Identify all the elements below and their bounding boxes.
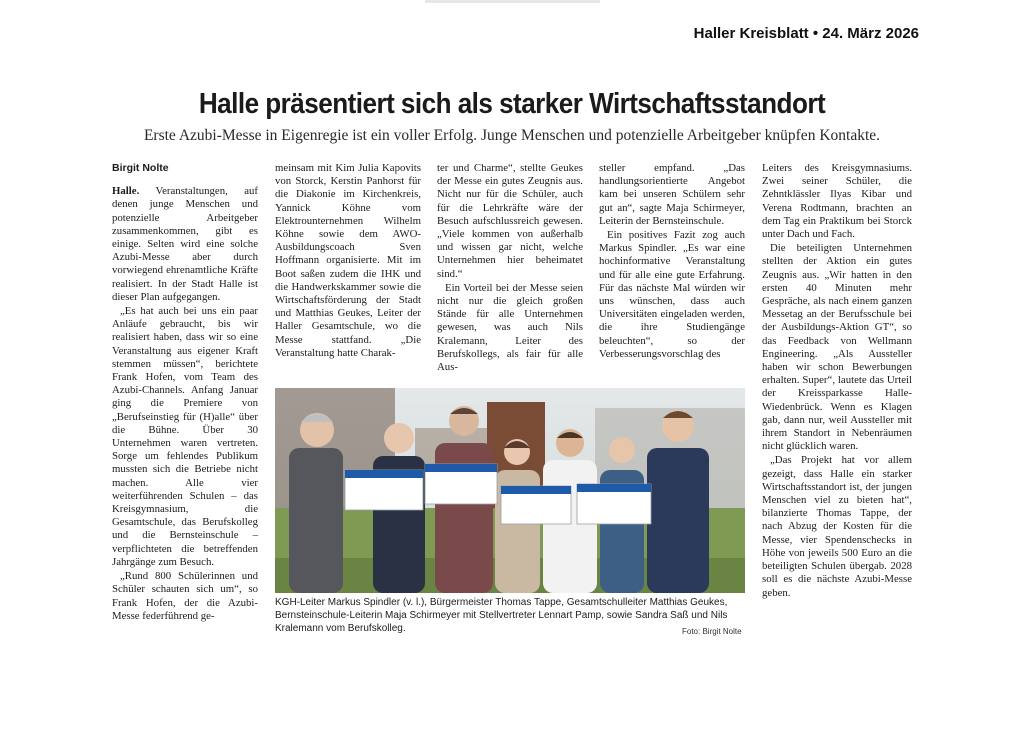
- paragraph-text: Veranstaltungen, auf denen junge Menschen und potenzielle Arbeitgeber zusammenkommen, gibt es einige. Selten wird eine solche Azubi-Messe aber durch vorwiegend ehrenamtliche Kräfte realisiert. In der Stadt Halle ist dieser Plan aufgegangen.: [112, 185, 258, 303]
- article-photo: [275, 388, 745, 593]
- donation-check: [501, 486, 571, 524]
- newspaper-source-line: Haller Kreisblatt • 24. März 2026: [693, 25, 919, 42]
- article-column-4: [599, 162, 745, 362]
- top-divider: [425, 0, 600, 3]
- paragraph: Ein Vorteil bei der Messe seien nicht nur die gleich großen Stände für alle Unternehmen gewesen, was auch Nils Kralemann, Leiter des Berufskollegs, als fair für alle Aus-: [437, 281, 583, 374]
- donation-check: [425, 464, 497, 504]
- article-column-3: [437, 162, 583, 375]
- article-column-5: [762, 162, 912, 601]
- paragraph: ter und Charme“, stellte Geukes der Messe ein gutes Zeugnis aus. Nicht nur für die Schüler, auch für die Lehrkräfte wäre der Besuch aufschlussreich gewesen. „Viele kommen von außerhalb und wissen gar nicht, welche Unternehmen hier beheimatet sind.“: [437, 162, 583, 280]
- article-subheadline: Erste Azubi-Messe in Eigenregie ist ein voller Erfolg. Junge Menschen und potenzielle Arbeitgeber knüpfen Kontakte.: [143, 127, 881, 144]
- paragraph: „Das Projekt hat vor allem gezeigt, dass Halle ein starker Wirtschaftsstandort ist, der jungen Menschen viel zu bieten hat“, bilanzierte Thomas Tappe, der nach Abzug der Kosten für die Messe, vier Spendenschecks in Höhe von jeweils 500 Euro an die beteiligten Schulen übergab. 2028 soll es die nächste Azubi-Messe geben.: [762, 454, 912, 599]
- photo-caption: KGH-Leiter Markus Spindler (v. l.), Bürgermeister Thomas Tappe, Gesamtschulleiter Matthias Geukes, Bernsteinschule-Leiterin Maja Schirmeyer mit Stellvertreter Lennart Pamp, sowie Sandra Saß und Nils Kralemann vom Berufskolleg.: [275, 597, 728, 634]
- paragraph: meinsam mit Kim Julia Kapovits von Storck, Kerstin Panhorst für die Diakonie im Kirchenkreis, Yannick Köhne vom Elektrounternehmen Wilhelm Köhne sowie dem AWO-Ausbildungscoach Sven Hoffmann organisierte. Mit im Boot saßen zudem die IHK und die Handwerkskammer sowie die Wirtschaftsförderung der Stadt und Matthias Geukes, Leiter der Haller Gesamtschule, wo die Messe stattfand. „Die Veranstaltung hatte Charak-: [275, 162, 421, 359]
- photo-credit: Foto: Birgit Nolte: [682, 627, 742, 636]
- dateline: Halle.: [112, 185, 140, 198]
- group-photo-illustration: [275, 388, 745, 593]
- article-headline: Halle präsentiert sich als starker Wirtschaftsstandort: [198, 88, 826, 120]
- paragraph: Ein positives Fazit zog auch Markus Spindler. „Es war eine hochinformative Veranstaltung und für alle eine gute Erfahrung. Für das nächste Mal würden wir uns wünschen, dass auch Universitäten eingeladen werden, die ihre Studiengänge beleuchten“, so der Verbesserungsvorschlag des: [599, 229, 745, 360]
- article-column-2: [275, 162, 421, 361]
- article-column-1: [112, 162, 258, 624]
- author-byline: Birgit Nolte: [112, 162, 169, 174]
- paragraph: [112, 185, 258, 304]
- paragraph: steller empfand. „Das handlungsorientierte Angebot kam bei unseren Schülern sehr gut an“, sagte Maja Schirmeyer, Leiterin der Bernsteinschule.: [599, 162, 745, 227]
- paragraph: „Rund 800 Schülerinnen und Schüler schauten sich um“, so Frank Hofen, der die Azubi-Messe federführend ge-: [112, 570, 258, 622]
- paragraph: „Es hat auch bei uns ein paar Anläufe gebraucht, bis wir realisiert haben, dass wir so eine Veranstaltung aus eigener Kraft stemmen müssen“, berichtete Frank Hofen, vom Team des Azubi-Channels. Anfang Januar ging die Premiere von „Berufseinstieg für (H)alle“ über die Bühne. Über 30 Unternehmen waren vertreten. Sorge um fehlendes Publikum mussten sich die Betriebe nicht machen. Alle vier weiterführenden Schulen – das Kreisgymnasium, die Gesamtschule, das Berufskolleg und die Bernsteinschule – verpflichteten die betreffenden Jahrgänge zum Besuch.: [112, 305, 258, 568]
- paragraph: Leiters des Kreisgymnasiums. Zwei seiner Schüler, die Zehntklässler Ilyas Kibar und Verena Rodtmann, brachten an dem Tag ein Praktikum bei Storck unter Dach und Fach.: [762, 162, 912, 241]
- donation-check: [345, 470, 423, 510]
- paragraph: Die beteiligten Unternehmen stellten der Aktion ein gutes Zeugnis aus. „Wir hatten in den ersten 40 Minuten mehr Gespräche, als nach einem ganzen Messetag an der Berufsschule bei der Ausbildungs-Aktion GT“, so das Feedback von Wellmann Engineering. „Als Aussteller haben wir schon Bewerbungen erhalten. Super“, lautete das Urteil der Kreissparkasse Halle-Wiedenbrück. Wenn es Klagen gab, dann nur, weil Aussteller mit ihrem Standort in Nebenräumen nicht glücklich waren.: [762, 242, 912, 453]
- donation-check: [577, 484, 651, 524]
